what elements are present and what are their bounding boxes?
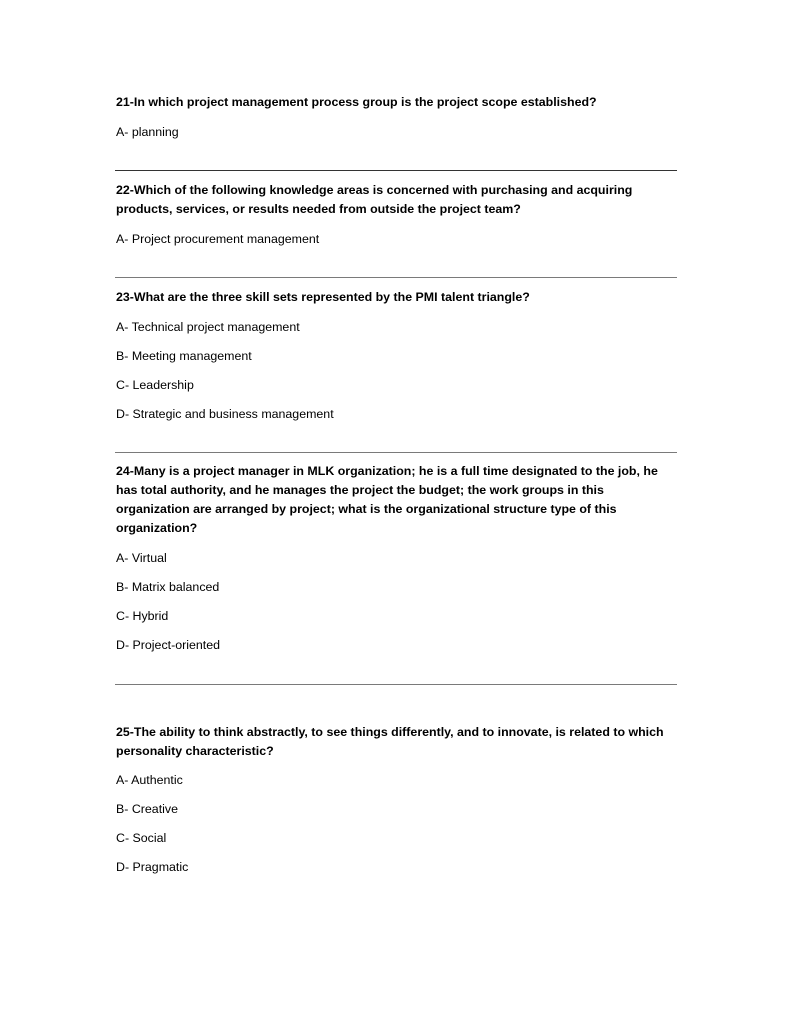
answer-24-b: B- Matrix balanced [116, 580, 220, 594]
answer-22-a: A- Project procurement management [116, 232, 320, 246]
answer-24-d: D- Project-oriented [116, 638, 220, 652]
separator [115, 277, 677, 278]
question-25: 25-The ability to think abstractly, to see things differently, and to innovate, is related to which personality characteristic? [116, 725, 664, 758]
answer-24-a: A- Virtual [116, 551, 167, 565]
question-23: 23-What are the three skill sets represented by the PMI talent triangle? [116, 290, 530, 304]
answer-23-b: B- Meeting management [116, 349, 252, 363]
question-24: 24-Many is a project manager in MLK organization; he is a full time designated to the job, he has total authority, and he manages the project the budget; the work groups in this organization are arranged by project; what is the organizational structure type of this organization? [116, 464, 658, 535]
question-21: 21-In which project management process group is the project scope established? [116, 95, 597, 109]
answer-23-a: A- Technical project management [116, 320, 300, 334]
answer-23-c: C- Leadership [116, 378, 194, 392]
question-22: 22-Which of the following knowledge areas is concerned with purchasing and acquiring products, services, or results needed from outside the project team? [116, 183, 633, 216]
answer-25-c: C- Social [116, 831, 167, 845]
separator [115, 684, 677, 685]
answer-24-c: C- Hybrid [116, 609, 169, 623]
answer-25-a: A- Authentic [116, 773, 183, 787]
answer-25-d: D- Pragmatic [116, 860, 189, 874]
separator [115, 452, 677, 453]
answer-23-d: D- Strategic and business management [116, 407, 334, 421]
answer-21-a: A- planning [116, 125, 179, 139]
answer-25-b: B- Creative [116, 802, 178, 816]
separator [115, 170, 677, 171]
